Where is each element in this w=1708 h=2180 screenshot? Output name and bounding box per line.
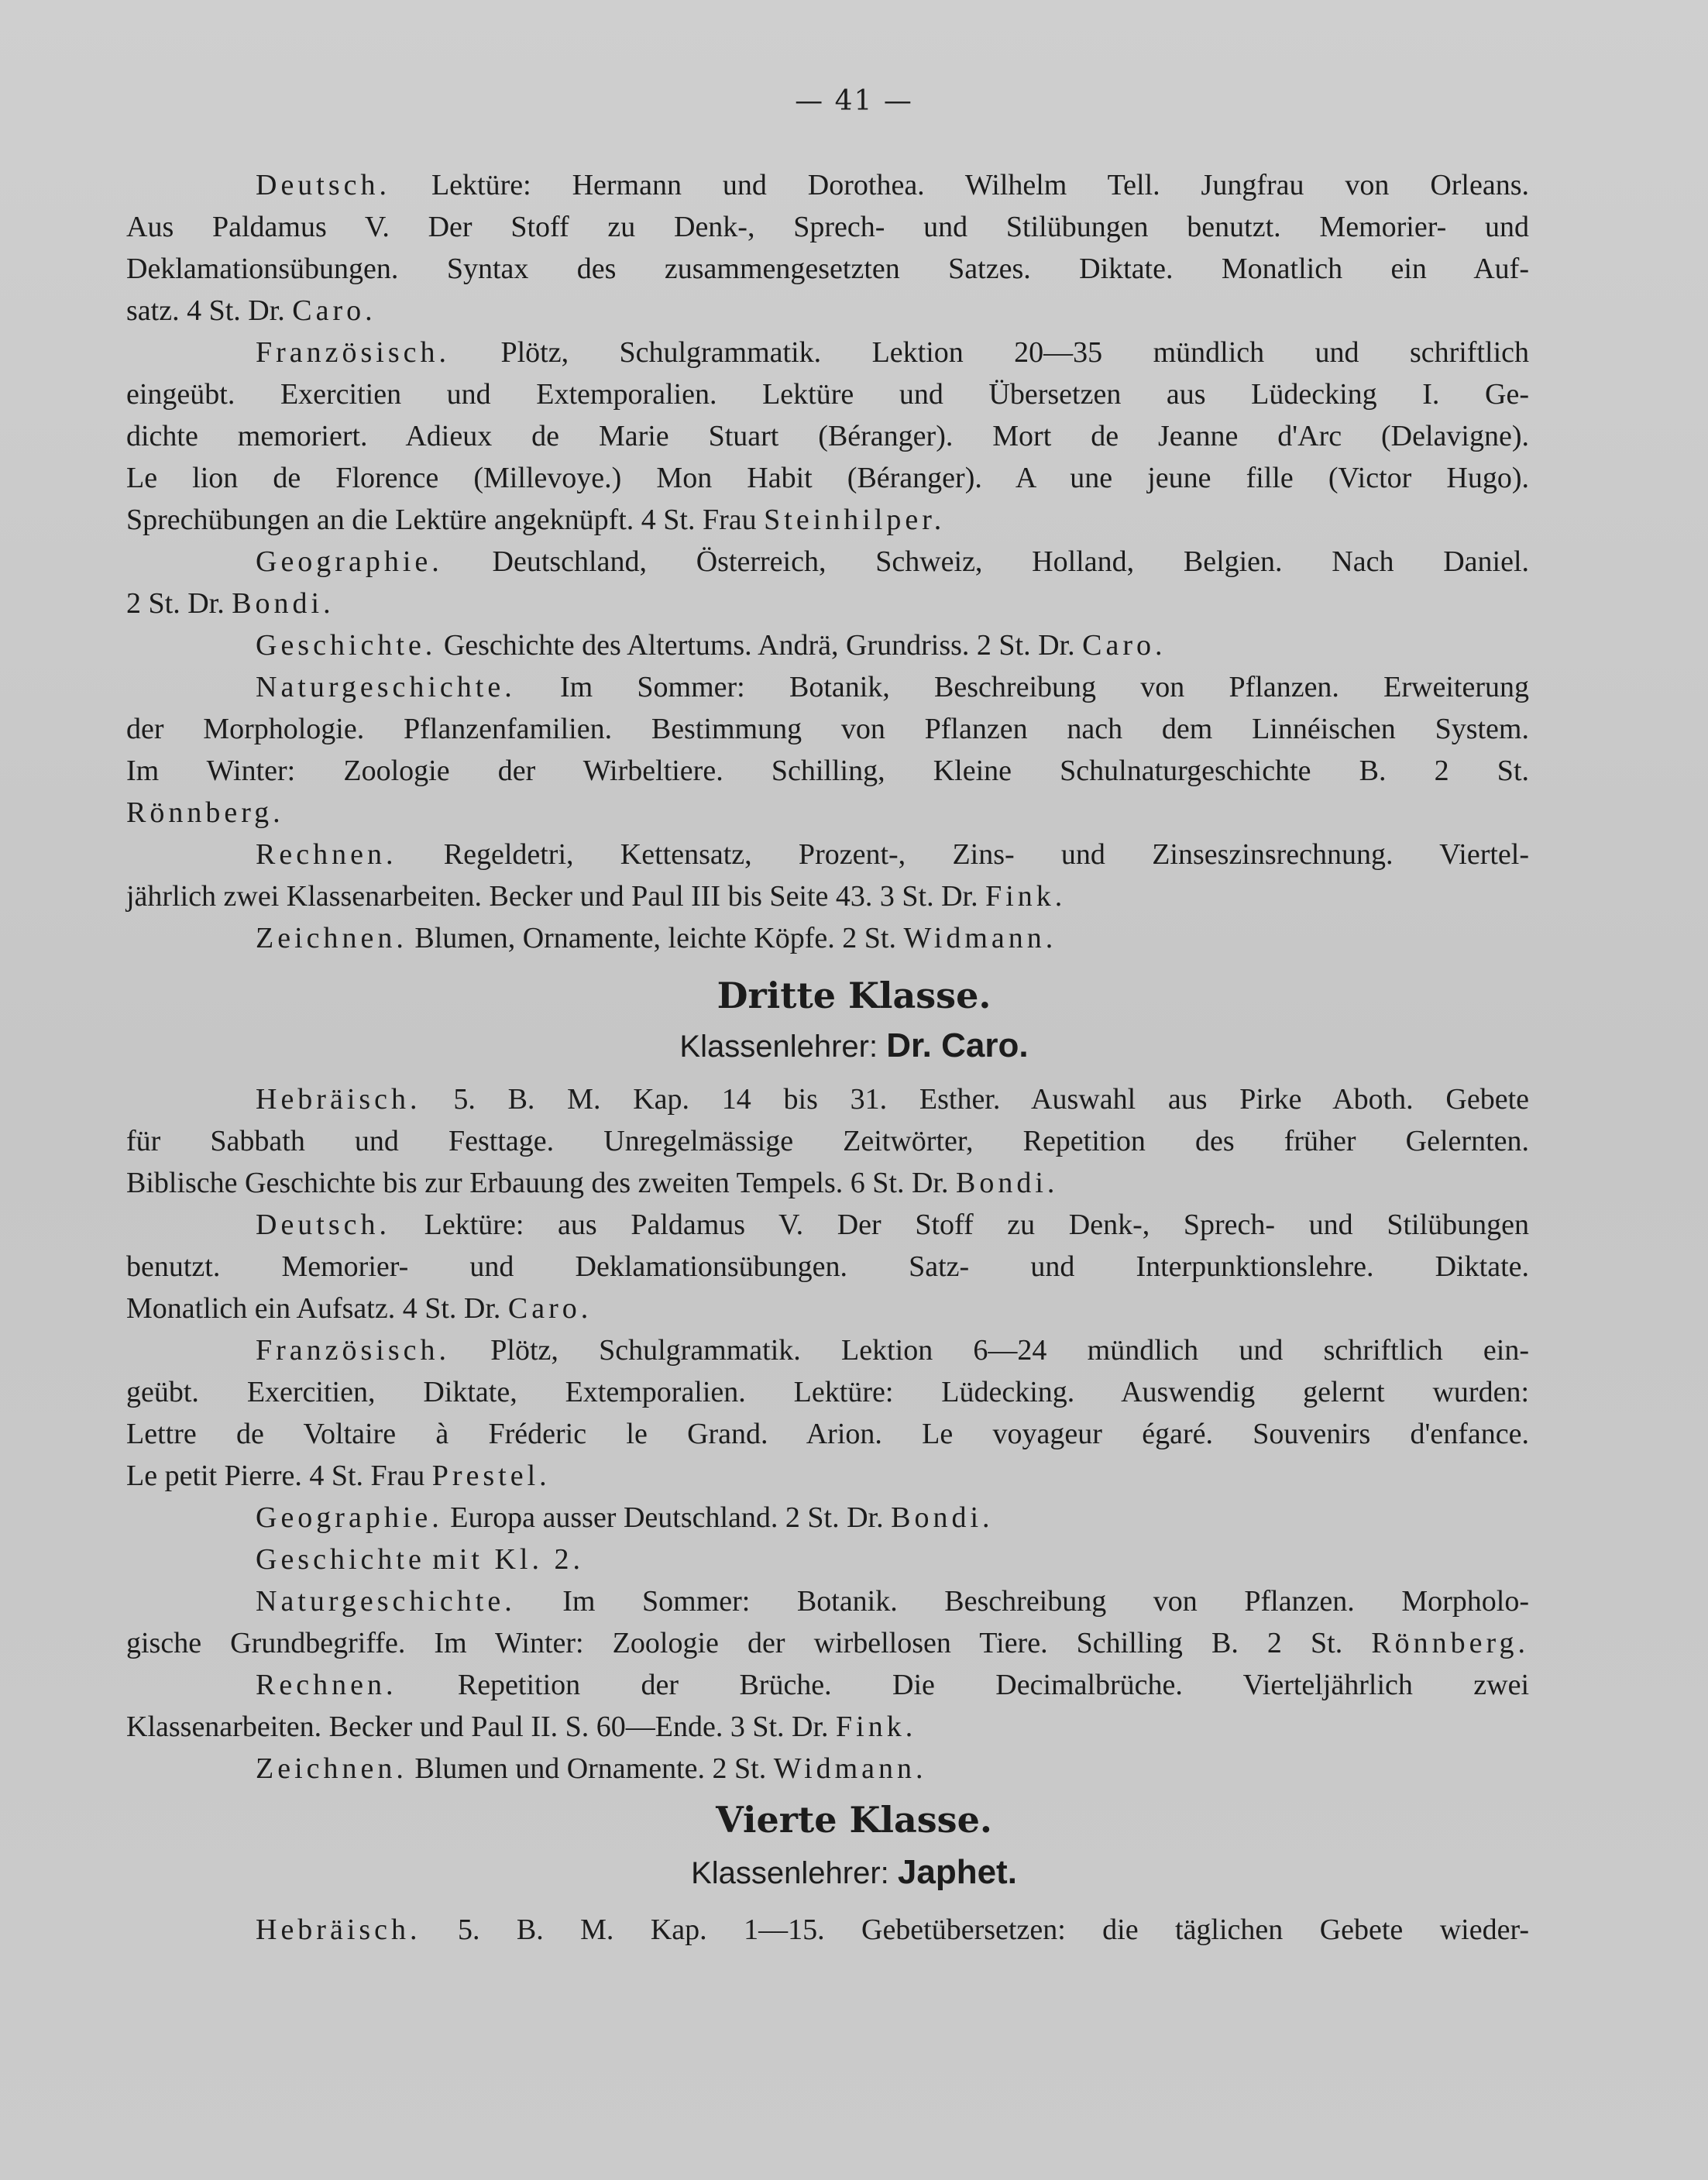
- d-gesch-line-1: Geschichte mit Kl. 2.: [256, 1543, 584, 1576]
- deutsch-line-3: Deklamationsübungen. Syntax des zusammengesetzten Satzes. Diktate. Monatlich ein Auf-: [126, 253, 1529, 285]
- subject-label: Rechnen.: [256, 1669, 397, 1701]
- d-franz-line-2: geübt. Exercitien, Diktate, Extemporalien. Lektüre: Lüdecking. Auswendig gelernt wurden:: [126, 1376, 1529, 1408]
- page-number: — 41 —: [795, 85, 913, 117]
- teacher-name: Bondi.: [955, 1167, 1059, 1199]
- franz-line-2: eingeübt. Exercitien und Extemporalien. Lektüre und Übersetzen aus Lüdecking I. Ge-: [126, 378, 1529, 411]
- subject-label: Geschichte.: [256, 629, 437, 662]
- rechnen-line-1: Rechnen. Regeldetri, Kettensatz, Prozent-, Zins- und Zinseszinsrechnung. Viertel-: [256, 838, 1529, 871]
- d-rechnen-line-1: Rechnen. Repetition der Brüche. Die Decimalbrüche. Vierteljährlich zwei: [256, 1669, 1530, 1701]
- rechnen-line-2: jährlich zwei Klassenarbeiten. Becker und Paul III bis Seite 43. 3 St. Dr. Fink.: [126, 880, 1067, 913]
- franz-line-1: Französisch. Plötz, Schulgrammatik. Lektion 20—35 mündlich und schriftlich: [256, 336, 1529, 369]
- teacher-name: Fink.: [836, 1711, 917, 1743]
- d-natur-line-1: Naturgeschichte. Im Sommer: Botanik. Beschreibung von Pflanzen. Morpholo-: [256, 1585, 1529, 1618]
- teacher-name: Widmann.: [773, 1752, 927, 1785]
- d-deutsch-line-1: Deutsch. Lektüre: aus Paldamus V. Der Stoff zu Denk-, Sprech- und Stilübungen: [256, 1209, 1529, 1241]
- subject-label: Hebräisch.: [256, 1083, 421, 1116]
- subject-label: Geschichte: [256, 1543, 425, 1576]
- subject-label: Deutsch.: [256, 1209, 391, 1241]
- d-hebr-line-3: Biblische Geschichte bis zur Erbauung des zweiten Tempels. 6 St. Dr. Bondi.: [126, 1167, 1059, 1199]
- franz-line-3: dichte memoriert. Adieux de Marie Stuart (Béranger). Mort de Jeanne d'Arc (Delavigne).: [126, 420, 1529, 452]
- d-deutsch-line-2: benutzt. Memorier- und Deklamationsübungen. Satz- und Interpunktionslehre. Diktate.: [126, 1250, 1529, 1283]
- teacher-name: Rönnberg.: [126, 796, 284, 829]
- subject-label: Geographie.: [256, 545, 443, 578]
- teacher-name: Rönnberg.: [1371, 1627, 1529, 1659]
- d-hebr-line-2: für Sabbath und Festtage. Unregelmässige Zeitwörter, Repetition des früher Gelernten.: [126, 1125, 1529, 1157]
- d-natur-line-2: gische Grundbegriffe. Im Winter: Zoologie der wirbellosen Tiere. Schilling B. 2 St. Rönnberg.: [126, 1627, 1529, 1659]
- subject-label: Zeichnen.: [256, 1752, 407, 1785]
- natur-line-1: Naturgeschichte. Im Sommer: Botanik, Beschreibung von Pflanzen. Erweiterung: [256, 671, 1529, 703]
- d-zeichnen-line-1: Zeichnen. Blumen und Ornamente. 2 St. Widmann.: [256, 1752, 927, 1785]
- teacher-name: Caro.: [292, 294, 376, 327]
- gesch-line-1: Geschichte. Geschichte des Altertums. Andrä, Grundriss. 2 St. Dr. Caro.: [256, 629, 1167, 662]
- teacher-name: Prestel.: [431, 1460, 551, 1492]
- subject-label: Rechnen.: [256, 838, 397, 871]
- d-deutsch-line-3: Monatlich ein Aufsatz. 4 St. Dr. Caro.: [126, 1292, 593, 1325]
- d-franz-line-3: Lettre de Voltaire à Fréderic le Grand. Arion. Le voyageur égaré. Souvenirs d'enfance.: [126, 1418, 1529, 1450]
- subject-label: Französisch.: [256, 1334, 451, 1367]
- natur-line-4: [126, 793, 1529, 832]
- deutsch-line-4: satz. 4 St. Dr. Caro.: [126, 294, 376, 327]
- subject-label: Französisch.: [256, 336, 451, 369]
- natur-line-2: der Morphologie. Pflanzenfamilien. Bestimmung von Pflanzen nach dem Linnéischen System.: [126, 713, 1529, 745]
- deutsch-line-2: Aus Paldamus V. Der Stoff zu Denk-, Sprech- und Stilübungen benutzt. Memorier- und: [126, 211, 1529, 243]
- class-teacher-name: Dr. Caro.: [886, 1026, 1029, 1064]
- subject-label: Deutsch.: [256, 169, 391, 201]
- d-rechnen-line-2: Klassenarbeiten. Becker und Paul II. S. 60—Ende. 3 St. Dr. Fink.: [126, 1711, 917, 1743]
- v-hebr-line-1: Hebräisch. 5. B. M. Kap. 1—15. Gebetübersetzen: die täglichen Gebete wieder-: [256, 1914, 1529, 1946]
- subject-label: Geographie.: [256, 1501, 443, 1534]
- subject-label: Naturgeschichte.: [256, 671, 516, 703]
- geo-line-2: 2 St. Dr. Bondi.: [126, 587, 335, 620]
- subject-label: Zeichnen.: [256, 922, 407, 954]
- teacher-name: Bondi.: [891, 1501, 994, 1534]
- franz-line-5: Sprechübungen an die Lektüre angeknüpft. 4 St. Frau Steinhilper.: [126, 504, 946, 536]
- franz-line-4: Le lion de Florence (Millevoye.) Mon Habit (Béranger). A une jeune fille (Victor Hugo).: [126, 462, 1529, 494]
- class-teacher-dritte: Klassenlehrer: Dr. Caro.: [679, 1026, 1029, 1064]
- teacher-name: Fink.: [985, 880, 1067, 913]
- subject-label: Naturgeschichte.: [256, 1585, 516, 1618]
- d-franz-line-4: Le petit Pierre. 4 St. Frau Prestel.: [126, 1460, 551, 1492]
- section-heading-vierte: Vierte Klasse.: [716, 1799, 992, 1841]
- subject-label: Hebräisch.: [256, 1914, 421, 1946]
- teacher-name: Caro.: [1082, 629, 1167, 662]
- teacher-name: Bondi.: [232, 587, 335, 620]
- teacher-name: Caro.: [507, 1292, 593, 1325]
- section-heading-dritte: Dritte Klasse.: [717, 975, 991, 1016]
- deutsch-line-1: Deutsch. Lektüre: Hermann und Dorothea. Wilhelm Tell. Jungfrau von Orleans.: [256, 169, 1530, 201]
- class-teacher-vierte: Klassenlehrer: Japhet.: [691, 1853, 1017, 1891]
- d-franz-line-1: Französisch. Plötz, Schulgrammatik. Lektion 6—24 mündlich und schriftlich ein-: [256, 1334, 1529, 1367]
- d-hebr-line-1: Hebräisch. 5. B. M. Kap. 14 bis 31. Esther. Auswahl aus Pirke Aboth. Gebete: [256, 1083, 1530, 1116]
- zeichnen-line-1: Zeichnen. Blumen, Ornamente, leichte Köpfe. 2 St. Widmann.: [256, 922, 1057, 954]
- geo-line-1: Geographie. Deutschland, Österreich, Schweiz, Holland, Belgien. Nach Daniel.: [256, 545, 1530, 578]
- d-geo-line-1: Geographie. Europa ausser Deutschland. 2 St. Dr. Bondi.: [256, 1501, 994, 1534]
- teacher-name: Widmann.: [903, 922, 1057, 954]
- class-teacher-name: Japhet.: [897, 1853, 1017, 1891]
- natur-line-3: Im Winter: Zoologie der Wirbeltiere. Schilling, Kleine Schulnaturgeschichte B. 2 St.: [126, 755, 1529, 787]
- teacher-name: Steinhilper.: [764, 504, 946, 536]
